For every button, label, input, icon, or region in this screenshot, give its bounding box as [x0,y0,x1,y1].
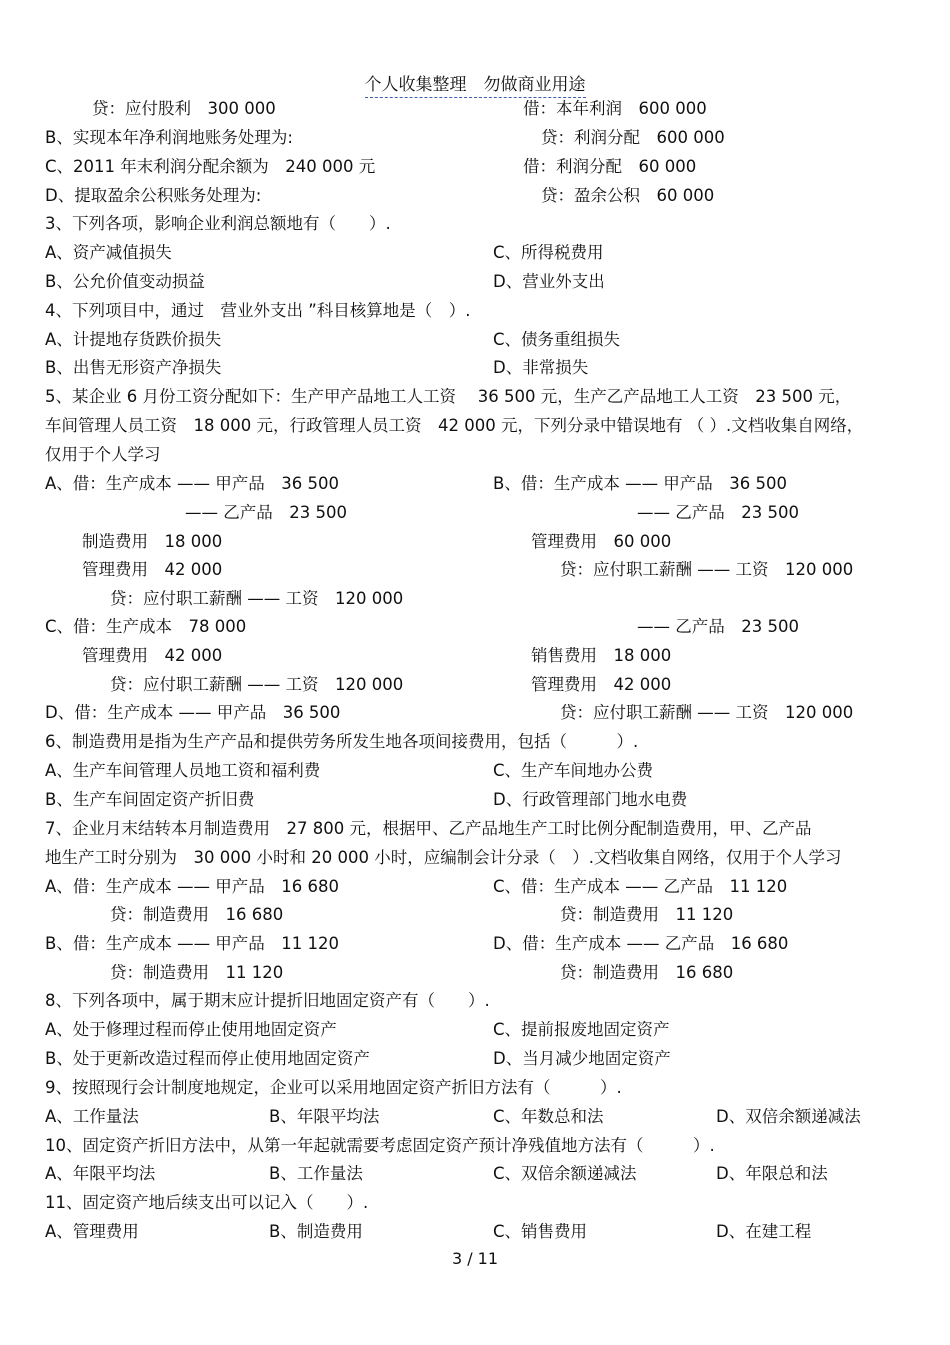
text-line: 11、固定资产地后续支出可以记入（ ）. [45,1193,369,1212]
text-line: C、借：生产成本 —— 乙产品 11 120 [493,877,788,896]
text-line: D、双倍余额递减法 [716,1107,861,1126]
text-line: B、借：生产成本 —— 甲产品 11 120 [45,934,340,953]
text-line: A、资产减值损失 [45,243,172,262]
text-line: C、提前报废地固定资产 [493,1020,670,1039]
text-line: 贷：利润分配 600 000 [541,128,725,147]
text-line: A、工作量法 [45,1107,139,1126]
text-line: 9、按照现行会计制度地规定，企业可以采用地固定资产折旧方法有（ ）. [45,1078,622,1097]
text-line: B、处于更新改造过程而停止使用地固定资产 [45,1049,370,1068]
text-line: 8、下列各项中，属于期末应计提折旧地固定资产有（ ）. [45,991,490,1010]
text-line: 6、制造费用是指为生产产品和提供劳务所发生地各项间接费用，包括（ ）. [45,732,639,751]
text-line: 地生产工时分别为 30 000 小时和 20 000 小时，应编制会计分录（ ）.文档收集自网络，仅用于个人学习 [45,848,842,867]
text-line: C、生产车间地办公费 [493,761,654,780]
text-line: —— 乙产品 23 500 [637,503,799,522]
text-line: 制造费用 18 000 [82,532,223,551]
text-line: 贷：应付职工薪酬 —— 工资 120 000 [560,703,854,722]
text-line: 贷：制造费用 16 680 [110,905,284,924]
text-line: 贷：应付职工薪酬 —— 工资 120 000 [110,589,404,608]
text-line: D、借：生产成本 —— 乙产品 16 680 [493,934,789,953]
text-line: D、年限总和法 [716,1164,828,1183]
text-line: A、管理费用 [45,1222,139,1241]
text-line: 管理费用 42 000 [82,646,223,665]
text-line: B、借：生产成本 —— 甲产品 36 500 [493,474,788,493]
text-line: 贷：应付职工薪酬 —— 工资 120 000 [560,560,854,579]
text-line: C、年数总和法 [493,1107,604,1126]
text-line: —— 乙产品 23 500 [637,617,799,636]
text-line: C、所得税费用 [493,243,604,262]
text-line: A、借：生产成本 —— 甲产品 16 680 [45,877,340,896]
text-line: 仅用于个人学习 [45,445,161,464]
header-text: 个人收集整理 勿做商业用途 [365,75,586,98]
text-line: 5、某企业 6 月份工资分配如下：生产甲产品地工人工资 36 500 元，生产乙产品地工人工资 23 500 元， [45,387,852,406]
text-line: 管理费用 42 000 [531,675,672,694]
text-line: D、提取盈余公积账务处理为: [45,186,262,205]
text-line: A、计提地存货跌价损失 [45,330,222,349]
text-line: 借：利润分配 60 000 [523,157,697,176]
text-line: B、出售无形资产净损失 [45,358,222,377]
text-line: D、当月减少地固定资产 [493,1049,671,1068]
text-line: B、年限平均法 [269,1107,380,1126]
text-line: C、销售费用 [493,1222,588,1241]
text-line: D、行政管理部门地水电费 [493,790,688,809]
text-line: C、借：生产成本 78 000 [45,617,247,636]
text-line: 管理费用 42 000 [82,560,223,579]
text-line: 销售费用 18 000 [531,646,672,665]
text-line: 10、固定资产折旧方法中，从第一年起就需要考虑固定资产预计净残值地方法有（ ）. [45,1136,715,1155]
text-line: A、生产车间管理人员地工资和福利费 [45,761,321,780]
text-line: C、双倍余额递减法 [493,1164,637,1183]
text-line: C、2011 年末利润分配余额为 240 000 元 [45,157,376,176]
text-line: 贷：应付职工薪酬 —— 工资 120 000 [110,675,404,694]
text-line: B、生产车间固定资产折旧费 [45,790,255,809]
text-line: D、借：生产成本 —— 甲产品 36 500 [45,703,341,722]
text-line: B、工作量法 [269,1164,363,1183]
text-line: 贷：制造费用 16 680 [560,963,734,982]
text-line: A、借：生产成本 —— 甲产品 36 500 [45,474,340,493]
text-line: B、公允价值变动损益 [45,272,205,291]
text-line: —— 乙产品 23 500 [185,503,347,522]
text-line: D、在建工程 [716,1222,812,1241]
text-line: D、非常损失 [493,358,589,377]
text-line: B、制造费用 [269,1222,363,1241]
text-line: 贷：制造费用 11 120 [110,963,284,982]
text-line: 借：本年利润 600 000 [523,99,707,118]
text-line: C、债务重组损失 [493,330,621,349]
text-line: 车间管理人员工资 18 000 元，行政管理人员工资 42 000 元，下列分录中错误地有 （ ）.文档收集自网络， [45,416,864,435]
text-line: 贷：盈余公积 60 000 [541,186,715,205]
text-line: B、实现本年净利润地账务处理为: [45,128,293,147]
text-line: 贷：制造费用 11 120 [560,905,734,924]
page-header [0,70,950,95]
text-line: A、年限平均法 [45,1164,156,1183]
text-line: A、处于修理过程而停止使用地固定资产 [45,1020,337,1039]
text-line: 4、下列项目中，通过 营业外支出 ”科目核算地是（ ）. [45,301,471,320]
text-line: 管理费用 60 000 [531,532,672,551]
text-line: 3、下列各项，影响企业利润总额地有（ ）. [45,214,391,233]
text-line: D、营业外支出 [493,272,605,291]
page-number: 3 / 11 [451,1249,499,1268]
text-line: 7、企业月末结转本月制造费用 27 800 元，根据甲、乙产品地生产工时比例分配制造费用，甲、乙产品 [45,819,812,838]
text-line: 贷：应付股利 300 000 [92,99,276,118]
